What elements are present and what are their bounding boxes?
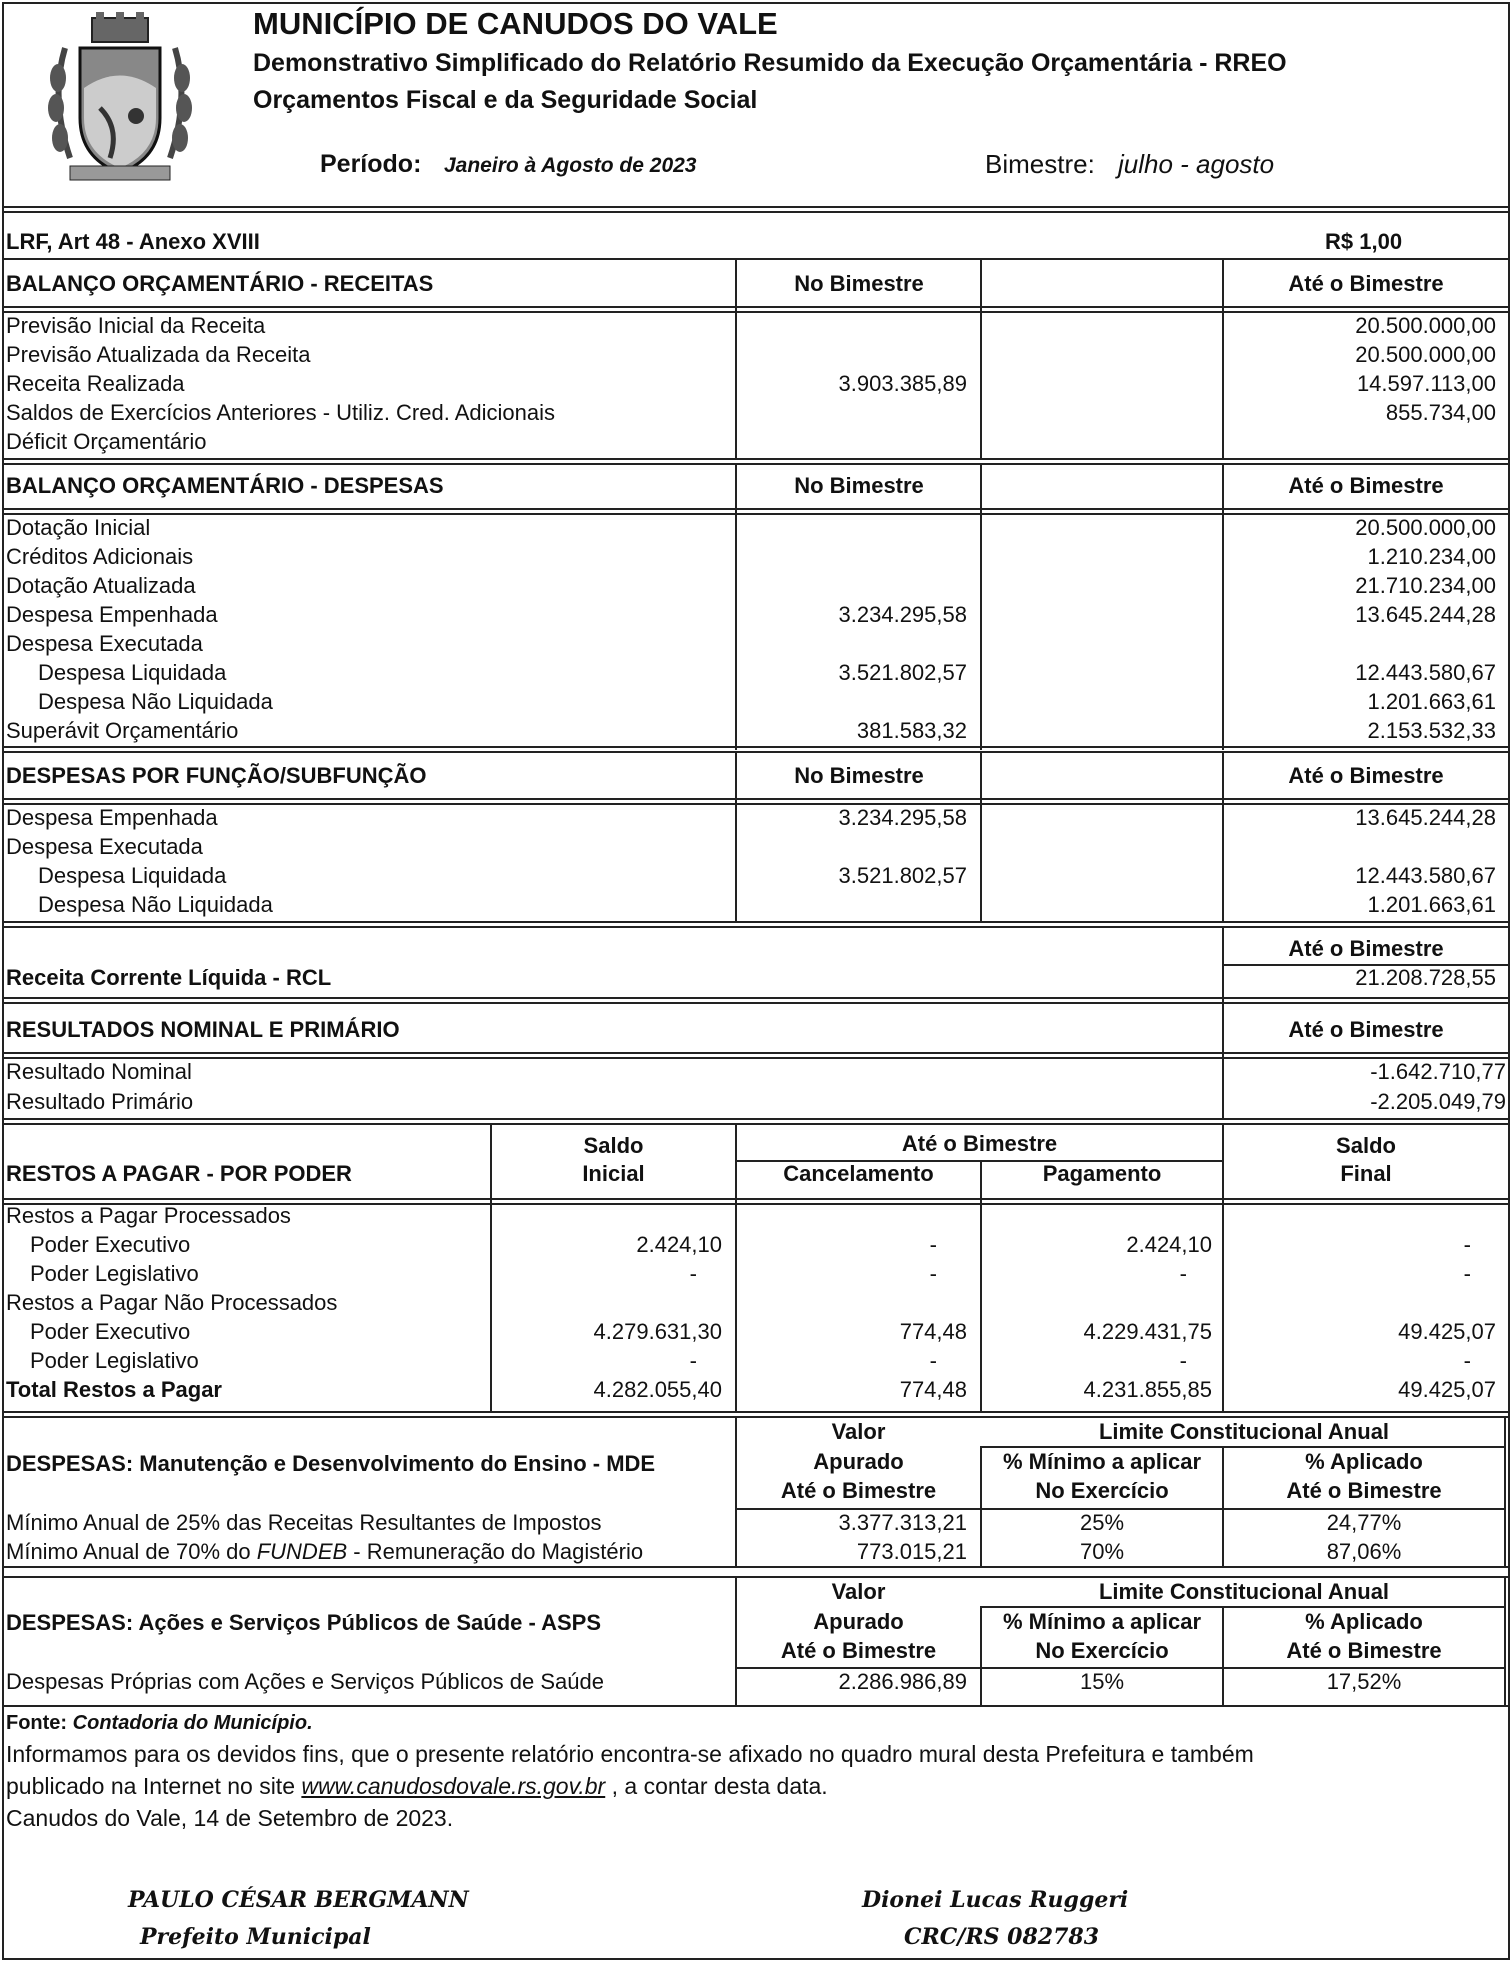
divider xyxy=(2,508,1510,510)
divider xyxy=(2,921,1510,923)
funcao-row-label: Despesa Empenhada xyxy=(6,805,218,830)
asps-col-valor-2: Apurado xyxy=(813,1609,904,1634)
asps-col-valor-1: Valor xyxy=(831,1579,886,1604)
fonte-line xyxy=(6,1710,313,1736)
resultados-col-ate: Até o Bimestre xyxy=(1288,1017,1444,1042)
mde-row1-label: Mínimo Anual de 25% das Receitas Resultantes de Impostos xyxy=(6,1510,602,1535)
asps-row1-min: 15% xyxy=(1079,1669,1125,1694)
asps-col-limite: Limite Constitucional Anual xyxy=(1098,1579,1390,1604)
despesas-row-label: Créditos Adicionais xyxy=(6,544,194,569)
resultado-primario-value: -2.205.049,79 xyxy=(1370,1089,1506,1114)
period-label: Período: xyxy=(320,150,422,178)
mde-row2-fundeb: FUNDEB xyxy=(256,1539,348,1564)
divider xyxy=(1222,463,1224,750)
receitas-row-bim: 3.903.385,89 xyxy=(838,371,967,396)
divider xyxy=(2,746,1510,748)
asps-title: DESPESAS: Ações e Serviços Públicos de Saúde - ASPS xyxy=(6,1610,602,1635)
signature-1-role: Prefeito Municipal xyxy=(140,1924,371,1950)
mde-row1-apl: 24,77% xyxy=(1326,1510,1402,1535)
restos-row-can: 774,48 xyxy=(899,1319,967,1344)
mde-row2-label xyxy=(6,1539,643,1565)
restos-row-sf: - xyxy=(1463,1348,1471,1373)
divider xyxy=(2,997,1510,999)
funcao-row-label: Despesa Não Liquidada xyxy=(38,892,273,917)
mde-col-valor-1: Valor xyxy=(831,1419,886,1444)
mde-row2-valor: 773.015,21 xyxy=(856,1539,967,1564)
signature-2-role: CRC/RS 082783 xyxy=(904,1924,1100,1950)
divider xyxy=(2,1198,1510,1200)
frame-bottom xyxy=(2,1958,1510,1960)
divider xyxy=(2,1411,1510,1413)
asps-col-min-1: % Mínimo a aplicar xyxy=(1002,1609,1202,1634)
despesas-row-label: Despesa Não Liquidada xyxy=(38,689,273,714)
divider xyxy=(1222,751,1224,921)
funcao-row-label: Despesa Executada xyxy=(6,834,203,859)
mde-row2-label-c: - Remuneração do Magistério xyxy=(347,1539,644,1564)
despesas-row-ate: 21.710.234,00 xyxy=(1355,573,1496,598)
signature-2-name: Dionei Lucas Ruggeri xyxy=(862,1887,1129,1913)
restos-col-ate: Até o Bimestre xyxy=(901,1131,1058,1156)
resultado-nominal-label: Resultado Nominal xyxy=(6,1059,192,1084)
restos-row-label: Poder Executivo xyxy=(30,1319,191,1344)
despesas-row-ate: 20.500.000,00 xyxy=(1355,515,1496,540)
frame-right xyxy=(1508,2,1510,1960)
mde-col-valor-2: Apurado xyxy=(813,1449,904,1474)
despesas-row-label: Superávit Orçamentário xyxy=(6,718,239,743)
restos-col-saldo-inicial: Saldo xyxy=(583,1133,644,1158)
asps-col-valor-3: Até o Bimestre xyxy=(780,1638,937,1663)
date-line: Canudos do Vale, 14 de Setembro de 2023. xyxy=(6,1805,454,1831)
divider xyxy=(2,1123,1510,1125)
divider xyxy=(2,798,1510,800)
mde-row2-label-a: Mínimo Anual de 70% do xyxy=(6,1539,257,1564)
divider xyxy=(2,751,1510,753)
restos-row-si: - xyxy=(689,1348,697,1373)
despesas-row-ate: 12.443.580,67 xyxy=(1355,660,1496,685)
receitas-row-label: Previsão Atualizada da Receita xyxy=(6,342,311,367)
despesas-col-bimestre: No Bimestre xyxy=(794,473,924,498)
mde-col-min-2: No Exercício xyxy=(1035,1478,1169,1503)
funcao-row-ate: 1.201.663,61 xyxy=(1367,892,1496,917)
despesas-title: BALANÇO ORÇAMENTÁRIO - DESPESAS xyxy=(6,473,444,498)
asps-col-apl-1: % Aplicado xyxy=(1305,1609,1423,1634)
mde-row1-valor: 3.377.313,21 xyxy=(838,1510,967,1535)
receitas-row-label: Saldos de Exercícios Anteriores - Utiliz. Cred. Adicionais xyxy=(6,400,556,425)
mde-col-min-1: % Mínimo a aplicar xyxy=(1002,1449,1202,1474)
receitas-col-bimestre: No Bimestre xyxy=(794,271,924,296)
divider xyxy=(1222,258,1224,458)
resultado-nominal-value: -1.642.710,77 xyxy=(1370,1059,1506,1084)
resultados-title: RESULTADOS NOMINAL E PRIMÁRIO xyxy=(6,1017,400,1042)
receitas-row-ate: 20.500.000,00 xyxy=(1355,313,1496,338)
funcao-title: DESPESAS POR FUNÇÃO/SUBFUNÇÃO xyxy=(6,763,427,788)
info-line-2a: publicado na Internet no site xyxy=(6,1773,302,1799)
restos-row-label: Restos a Pagar Processados xyxy=(6,1203,291,1228)
asps-col-min-2: No Exercício xyxy=(1035,1638,1169,1663)
asps-row1-valor: 2.286.986,89 xyxy=(838,1669,967,1694)
rcl-value: 21.208.728,55 xyxy=(1355,965,1496,990)
fonte-label: Fonte: xyxy=(6,1712,68,1734)
despesas-row-label: Despesa Empenhada xyxy=(6,602,218,627)
restos-col-saldo-final-2: Final xyxy=(1340,1161,1392,1186)
restos-row-label: Restos a Pagar Não Processados xyxy=(6,1290,338,1315)
restos-row-label: Poder Legislativo xyxy=(30,1261,199,1286)
restos-total-can: 774,48 xyxy=(899,1377,967,1402)
receitas-row-label: Previsão Inicial da Receita xyxy=(6,313,266,338)
restos-col-saldo-inicial-2: Inicial xyxy=(582,1161,645,1186)
fonte-value: Contadoria do Município. xyxy=(72,1712,313,1734)
receitas-row-label: Déficit Orçamentário xyxy=(6,429,207,454)
restos-total-label: Total Restos a Pagar xyxy=(6,1377,222,1402)
despesas-row-bim: 3.521.802,57 xyxy=(838,660,967,685)
despesas-row-label: Despesa Liquidada xyxy=(38,660,227,685)
restos-total-sf: 49.425,07 xyxy=(1398,1377,1496,1402)
restos-col-cancelamento: Cancelamento xyxy=(783,1161,934,1186)
mde-row2-min: 70% xyxy=(1079,1539,1125,1564)
restos-title: RESTOS A PAGAR - POR PODER xyxy=(6,1161,352,1186)
funcao-row-ate: 12.443.580,67 xyxy=(1355,863,1496,888)
receitas-row-ate: 855.734,00 xyxy=(1385,400,1496,425)
divider xyxy=(980,1606,1506,1608)
funcao-col-ate: Até o Bimestre xyxy=(1288,763,1444,788)
lrf-reference: LRF, Art 48 - Anexo XVIII xyxy=(6,229,260,254)
divider xyxy=(2,1118,1510,1120)
mde-col-apl-2: Até o Bimestre xyxy=(1286,1478,1442,1503)
divider xyxy=(980,463,982,750)
despesas-row-ate: 1.210.234,00 xyxy=(1367,544,1496,569)
info-line-2 xyxy=(6,1773,828,1799)
funcao-row-bim: 3.521.802,57 xyxy=(838,863,967,888)
header-divider xyxy=(2,206,1510,208)
funcao-col-bimestre: No Bimestre xyxy=(794,763,924,788)
divider xyxy=(2,1002,1510,1004)
mde-row2-apl: 87,06% xyxy=(1326,1539,1402,1564)
receitas-col-ate: Até o Bimestre xyxy=(1288,271,1444,296)
divider xyxy=(2,463,1510,465)
restos-row-si: 4.279.631,30 xyxy=(593,1319,722,1344)
divider xyxy=(735,751,737,921)
divider xyxy=(735,258,737,458)
bimester-value: julho - agosto xyxy=(1118,149,1275,179)
info-line-2b: , a contar desta data. xyxy=(605,1773,828,1799)
info-line-1: Informamos para os devidos fins, que o presente relatório encontra-se afixado no quadro mural desta Prefeitura e também xyxy=(6,1741,1254,1767)
restos-row-can: - xyxy=(929,1232,937,1257)
restos-row-can: - xyxy=(929,1348,937,1373)
divider xyxy=(980,751,982,921)
divider xyxy=(2,458,1510,460)
funcao-row-bim: 3.234.295,58 xyxy=(838,805,967,830)
divider xyxy=(2,1416,1510,1418)
restos-row-sf: - xyxy=(1463,1261,1471,1286)
despesas-row-label: Dotação Inicial xyxy=(6,515,151,540)
rcl-label: Receita Corrente Líquida - RCL xyxy=(6,965,332,990)
asps-col-apl-2: Até o Bimestre xyxy=(1286,1638,1442,1663)
municipal-coat-of-arms xyxy=(40,8,200,188)
period-value: Janeiro à Agosto de 2023 xyxy=(444,154,697,177)
currency-unit: R$ 1,00 xyxy=(1325,229,1403,254)
restos-row-can: - xyxy=(929,1261,937,1286)
restos-row-label: Poder Executivo xyxy=(30,1232,191,1257)
restos-row-sf: 49.425,07 xyxy=(1398,1319,1496,1344)
restos-row-pag: 4.229.431,75 xyxy=(1083,1319,1212,1344)
mde-row1-min: 25% xyxy=(1079,1510,1125,1535)
divider xyxy=(2,1052,1510,1054)
receitas-row-ate: 14.597.113,00 xyxy=(1356,371,1496,396)
asps-row1-apl: 17,52% xyxy=(1326,1669,1402,1694)
restos-total-si: 4.282.055,40 xyxy=(593,1377,722,1402)
asps-row1-label: Despesas Próprias com Ações e Serviços Públicos de Saúde xyxy=(6,1669,604,1694)
despesas-row-bim: 381.583,32 xyxy=(856,718,967,743)
mde-col-apl-1: % Aplicado xyxy=(1305,1449,1423,1474)
divider xyxy=(2,926,1510,928)
despesas-row-label: Despesa Executada xyxy=(6,631,203,656)
restos-total-pag: 4.231.855,85 xyxy=(1083,1377,1212,1402)
receitas-row-label: Receita Realizada xyxy=(6,371,185,396)
restos-row-pag: - xyxy=(1179,1261,1187,1286)
receitas-title: BALANÇO ORÇAMENTÁRIO - RECEITAS xyxy=(6,271,434,296)
divider xyxy=(2,1576,1510,1578)
frame-top xyxy=(2,2,1510,4)
header-divider-2 xyxy=(2,211,1510,213)
resultado-primario-label: Resultado Primário xyxy=(6,1089,194,1114)
divider xyxy=(2,1705,1510,1707)
municipality-title: MUNICÍPIO DE CANUDOS DO VALE xyxy=(253,6,778,41)
mde-col-valor-3: Até o Bimestre xyxy=(780,1478,937,1503)
despesas-row-ate: 13.645.244,28 xyxy=(1355,602,1496,627)
rcl-col-ate: Até o Bimestre xyxy=(1288,936,1444,961)
restos-row-pag: - xyxy=(1179,1348,1187,1373)
funcao-row-ate: 13.645.244,28 xyxy=(1355,805,1496,830)
report-subtitle-2: Orçamentos Fiscal e da Seguridade Social xyxy=(253,86,758,114)
mde-title: DESPESAS: Manutenção e Desenvolvimento do Ensino - MDE xyxy=(6,1451,656,1476)
divider xyxy=(980,258,982,458)
receitas-row-ate: 20.500.000,00 xyxy=(1355,342,1496,367)
bimester-label: Bimestre: xyxy=(985,149,1095,179)
despesas-row-ate: 1.201.663,61 xyxy=(1367,689,1496,714)
restos-row-label: Poder Legislativo xyxy=(30,1348,199,1373)
signature-1-name: PAULO CÉSAR BERGMANN xyxy=(128,1887,469,1913)
restos-col-pagamento: Pagamento xyxy=(1042,1161,1162,1186)
restos-col-saldo-final: Saldo xyxy=(1336,1133,1396,1158)
divider xyxy=(2,1566,1510,1568)
restos-row-sf: - xyxy=(1463,1232,1471,1257)
despesas-row-label: Dotação Atualizada xyxy=(6,573,196,598)
divider xyxy=(2,258,1510,260)
frame-left xyxy=(2,2,4,1960)
funcao-row-label: Despesa Liquidada xyxy=(38,863,227,888)
divider xyxy=(2,306,1510,308)
despesas-row-ate: 2.153.532,33 xyxy=(1367,718,1496,743)
despesas-col-ate: Até o Bimestre xyxy=(1288,473,1444,498)
report-subtitle: Demonstrativo Simplificado do Relatório Resumido da Execução Orçamentária - RREO xyxy=(253,49,1287,77)
divider xyxy=(980,1446,1506,1448)
restos-row-pag: 2.424,10 xyxy=(1126,1232,1212,1257)
restos-row-si: - xyxy=(689,1261,697,1286)
website-link[interactable]: www.canudosdovale.rs.gov.br xyxy=(301,1773,606,1799)
mde-col-limite: Limite Constitucional Anual xyxy=(1098,1419,1390,1444)
despesas-row-bim: 3.234.295,58 xyxy=(838,602,967,627)
restos-row-si: 2.424,10 xyxy=(636,1232,722,1257)
